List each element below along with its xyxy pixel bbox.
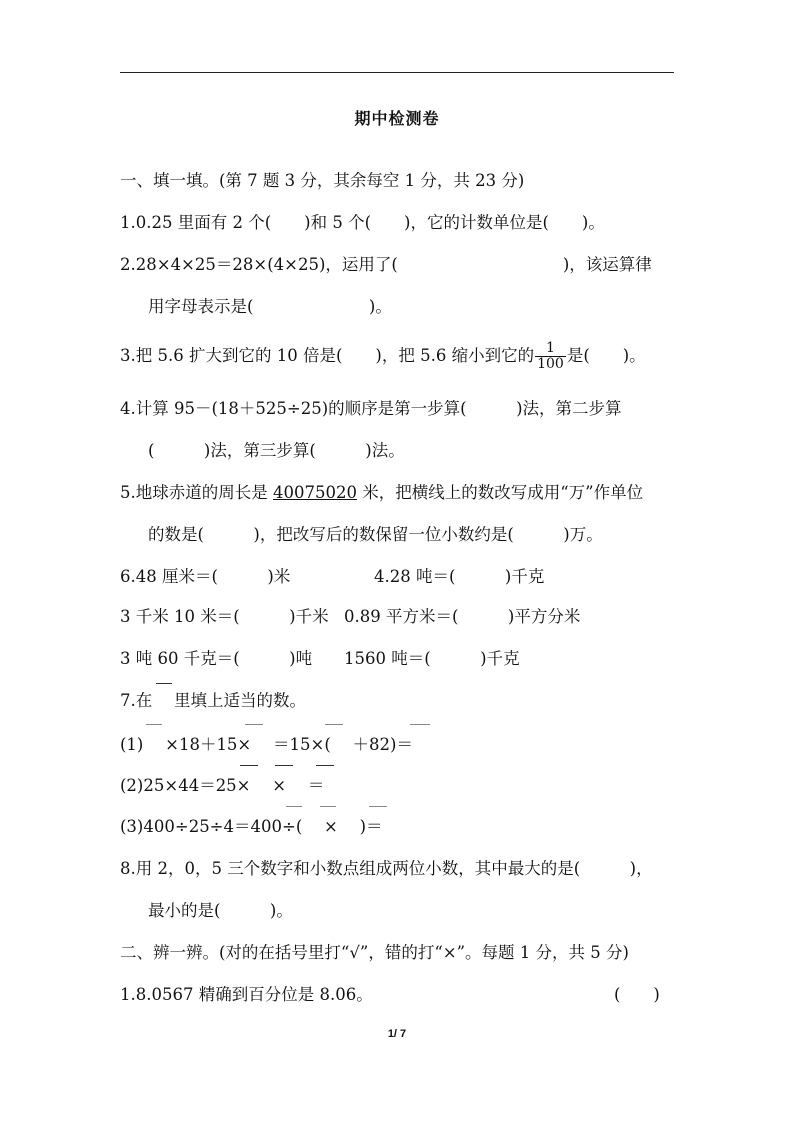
underlined-number: 40075020 bbox=[273, 483, 357, 502]
question-5-tail: 米，把横线上的数改写成用“万”作单位 bbox=[356, 483, 644, 502]
question-4-line1: 4.计算 95－(18＋525÷25)的顺序是第一步算( )法，第二步算 bbox=[120, 399, 622, 418]
box-mark bbox=[245, 724, 263, 725]
question-8-line2: 最小的是( )。 bbox=[148, 901, 293, 920]
question-6-row1-left: 6.48 厘米＝( )米 bbox=[120, 567, 291, 586]
header-rule bbox=[120, 72, 674, 73]
question-6-row3-left: 3 吨 60 千克＝( )吨 bbox=[120, 649, 313, 668]
question-3-tail: 是( )。 bbox=[566, 346, 646, 365]
question-7-3: (3)400÷25÷4＝400÷( × )＝ bbox=[120, 817, 383, 836]
question-1: 1.0.25 里面有 2 个( )和 5 个( )，它的计数单位是( )。 bbox=[120, 213, 605, 232]
judge-question-1: 1.8.0567 精确到百分位是 8.06。 bbox=[120, 985, 373, 1004]
box-mark bbox=[146, 724, 162, 725]
question-3-text: 3.把 5.6 扩大到它的 10 倍是( )，把 5.6 缩小到它的 bbox=[120, 346, 535, 365]
box-mark bbox=[156, 683, 172, 684]
question-7-2: (2)25×44＝25× × ＝ bbox=[120, 776, 325, 795]
question-6-row2-right: 0.89 平方米＝( )平方分米 bbox=[344, 607, 581, 626]
question-2-line2: 用字母表示是( )。 bbox=[148, 297, 392, 316]
box-mark bbox=[325, 724, 343, 725]
question-5-line1 bbox=[120, 482, 643, 504]
question-3 bbox=[120, 341, 646, 372]
question-8-line1: 8.用 2，0，5 三个数字和小数点组成两位小数，其中最大的是( )， bbox=[120, 859, 653, 878]
box-mark bbox=[316, 765, 334, 766]
judge-answer-blank: ( ) bbox=[614, 985, 660, 1004]
box-mark bbox=[320, 806, 336, 807]
question-7-1: (1) ×18＋15× ＝15×( ＋82)＝ bbox=[120, 735, 413, 754]
question-6-row3-right: 1560 吨＝( )千克 bbox=[344, 649, 520, 668]
question-6-row2-left: 3 千米 10 米＝( )千米 bbox=[120, 607, 329, 626]
page-title: 期中检测卷 bbox=[354, 109, 440, 128]
page-number: 1/ 7 bbox=[387, 1028, 407, 1040]
question-5-line2: 的数是( )，把改写后的数保留一位小数约是( )万。 bbox=[148, 525, 603, 544]
fraction-denominator: 100 bbox=[537, 356, 564, 372]
box-mark bbox=[240, 765, 258, 766]
section2-heading: 二、辨一辨。(对的在括号里打“√”，错的打“×”。每题 1 分，共 5 分) bbox=[120, 943, 629, 962]
box-mark bbox=[410, 724, 430, 725]
fraction-numerator: 1 bbox=[535, 341, 566, 357]
box-mark bbox=[275, 765, 293, 766]
question-7: 7.在 里填上适当的数。 bbox=[120, 691, 306, 710]
fraction-1-100 bbox=[535, 341, 566, 372]
question-6-row1-right: 4.28 吨＝( )千克 bbox=[374, 567, 545, 586]
section1-heading: 一、填一填。(第 7 题 3 分，其余每空 1 分，共 23 分) bbox=[120, 171, 525, 190]
question-4-line2: ( )法，第三步算( )法。 bbox=[148, 441, 405, 460]
box-mark bbox=[286, 806, 302, 807]
question-5-text: 5.地球赤道的周长是 bbox=[120, 483, 273, 502]
question-2-line1: 2.28×4×25＝28×(4×25)，运用了( )，该运算律 bbox=[120, 255, 652, 274]
box-mark bbox=[369, 806, 387, 807]
